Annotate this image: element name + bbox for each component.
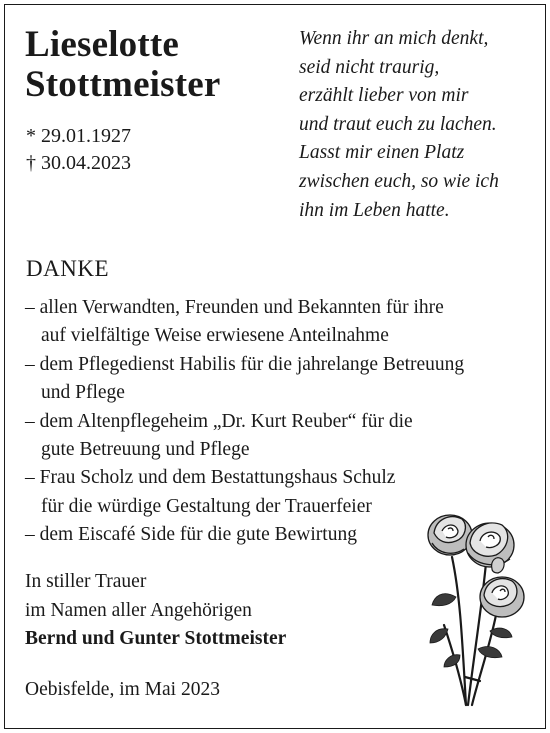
life-dates [26,123,131,177]
poem-line: erzählt lieber von mir [299,85,469,107]
thanks-line: gute Betreuung und Pflege [41,439,250,461]
signoff [25,568,286,654]
poem-line: seid nicht traurig, [299,56,440,78]
thanks-list [25,294,464,550]
signoff-line: im Namen aller Angehörigen [25,599,252,621]
poem [299,25,499,225]
roses-icon [420,505,532,710]
deceased-last-name: Stottmeister [25,64,221,105]
thanks-line: auf vielfältige Weise erwiesene Anteilnahme [41,325,389,347]
thanks-line: – dem Altenpflegeheim „Dr. Kurt Reuber“ für die [25,410,413,432]
signoff-line: In stiller Trauer [25,571,147,592]
place-date: Oebisfelde, im Mai 2023 [25,679,220,700]
thanks-heading: DANKE [26,256,109,281]
birth-date: * 29.01.1927 [26,125,131,147]
thanks-line: – Frau Scholz und dem Bestattungshaus Schulz [25,467,396,489]
death-date: † 30.04.2023 [26,152,131,174]
deceased-first-name: Lieselotte [25,24,180,65]
poem-line: und traut euch zu lachen. [299,113,497,135]
poem-line: ihn im Leben hatte. [299,199,450,221]
thanks-line: für die würdige Gestaltung der Trauerfeier [41,495,372,517]
thanks-line: – dem Pflegedienst Habilis für die jahrelange Betreuung [25,353,465,375]
thanks-line: und Pflege [41,382,125,404]
poem-line: zwischen euch, so wie ich [299,170,499,192]
poem-line: Wenn ihr an mich denkt, [299,28,489,49]
deceased-name [25,25,221,105]
thanks-line: – allen Verwandten, Freunden und Bekannten für ihre [25,297,444,318]
thanks-line: – dem Eiscafé Side für die gute Bewirtung [25,524,357,546]
poem-line: Lasst mir einen Platz [299,142,465,164]
signers: Bernd und Gunter Stottmeister [25,628,287,649]
